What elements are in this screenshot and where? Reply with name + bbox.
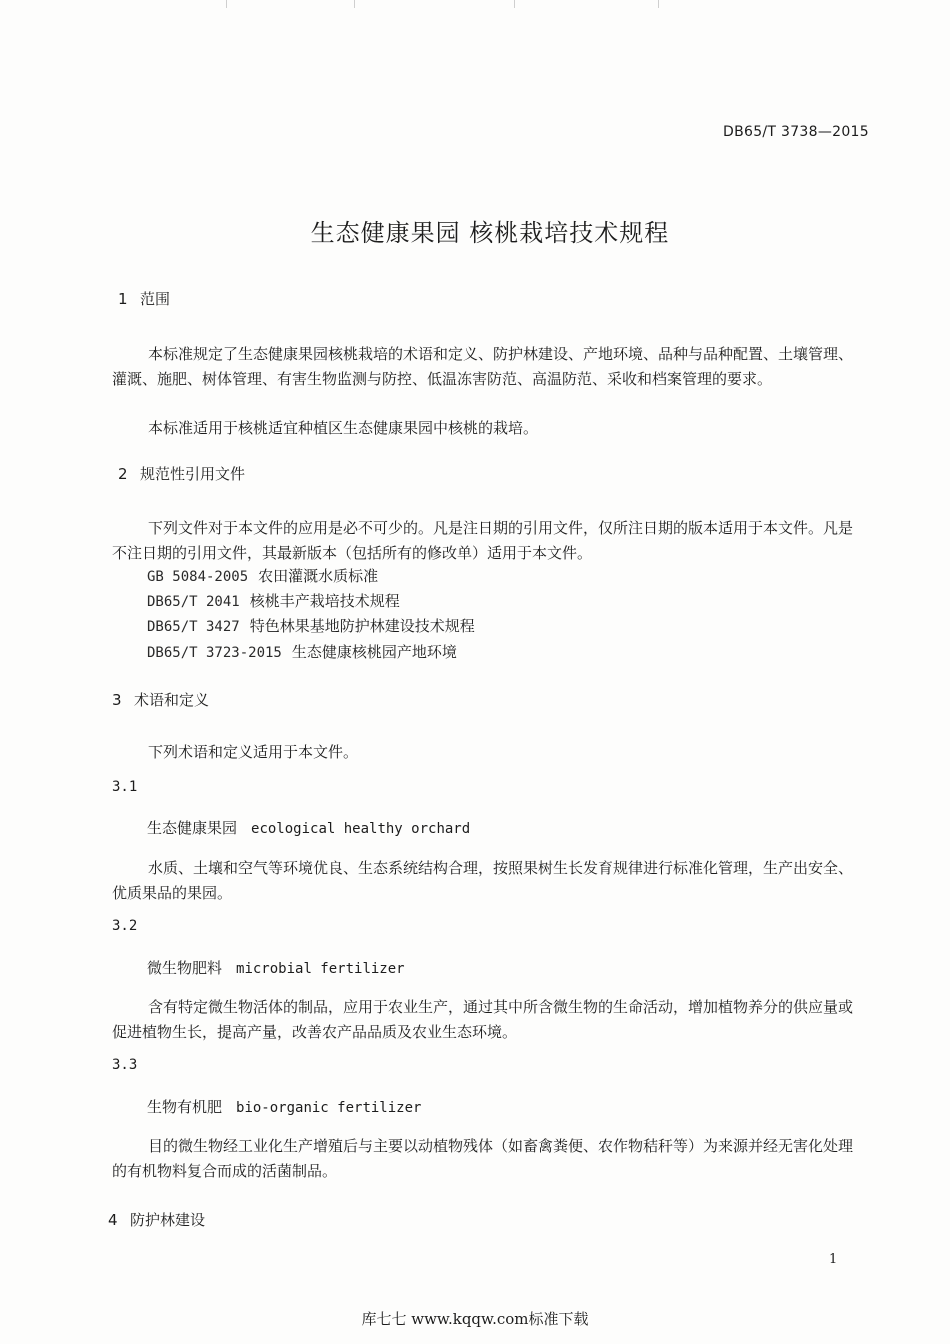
- section-number: 1: [118, 290, 128, 308]
- section-heading: [118, 288, 170, 309]
- term-heading: 微生物肥料 microbial fertilizer: [147, 959, 405, 977]
- term-heading: 生态健康果园 ecological healthy orchard: [147, 819, 471, 837]
- section-title: 术语和定义: [134, 691, 210, 709]
- paragraph: 本标准规定了生态健康果园核桃栽培的术语和定义、防护林建设、产地环境、品种与品种配置、土壤管理、灌溉、施肥、树体管理、有害生物监测与防控、低温冻害防范、高温防范、采收和档案管理的要求。: [112, 345, 854, 388]
- section-number: 2: [118, 465, 128, 483]
- section-heading: [118, 463, 245, 484]
- scan-mark: [658, 0, 659, 8]
- reference-item: DB65/T 2041 核桃丰产栽培技术规程: [147, 592, 400, 610]
- paragraph: 下列文件对于本文件的应用是必不可少的。凡是注日期的引用文件，仅所注日期的版本适用于本文件。凡是不注日期的引用文件，其最新版本（包括所有的修改单）适用于本文件。: [112, 519, 854, 562]
- subsection-number: 3.3: [112, 1057, 138, 1073]
- section-heading: [112, 689, 209, 710]
- subsection-number: 3.2: [112, 918, 138, 934]
- footer-watermark: 库七七 www.kqqw.com标准下载: [361, 1310, 589, 1328]
- section-title: 规范性引用文件: [140, 465, 246, 483]
- term-heading: 生物有机肥 bio-organic fertilizer: [147, 1098, 422, 1116]
- document-title: 生态健康果园 核桃栽培技术规程: [310, 219, 670, 247]
- subsection-number: 3.1: [112, 779, 138, 795]
- scan-mark: [514, 0, 515, 8]
- reference-item: DB65/T 3427 特色林果基地防护林建设技术规程: [147, 617, 475, 635]
- reference-item: DB65/T 3723-2015 生态健康核桃园产地环境: [147, 643, 457, 661]
- term-definition: 水质、土壤和空气等环境优良、生态系统结构合理，按照果树生长发育规律进行标准化管理，生产出安全、优质果品的果园。: [112, 859, 854, 902]
- reference-item: GB 5084-2005 农田灌溉水质标准: [147, 567, 379, 585]
- scan-mark: [226, 0, 227, 8]
- section-number: 4: [108, 1211, 118, 1229]
- page-number: 1: [829, 1252, 838, 1267]
- section-number: 3: [112, 691, 122, 709]
- document-number: DB65/T 3738—2015: [723, 124, 869, 140]
- paragraph: 下列术语和定义适用于本文件。: [148, 743, 359, 761]
- section-title: 防护林建设: [130, 1211, 206, 1229]
- paragraph: 本标准适用于核桃适宜种植区生态健康果园中核桃的栽培。: [148, 419, 539, 437]
- scan-mark: [354, 0, 355, 8]
- term-definition: 目的微生物经工业化生产增殖后与主要以动植物残体（如畜禽粪便、农作物秸秆等）为来源并经无害化处理的有机物料复合而成的活菌制品。: [112, 1137, 854, 1180]
- section-heading: [108, 1209, 205, 1230]
- section-title: 范围: [140, 290, 171, 308]
- term-definition: 含有特定微生物活体的制品，应用于农业生产，通过其中所含微生物的生命活动，增加植物养分的供应量或促进植物生长，提高产量，改善农产品品质及农业生态环境。: [112, 998, 854, 1041]
